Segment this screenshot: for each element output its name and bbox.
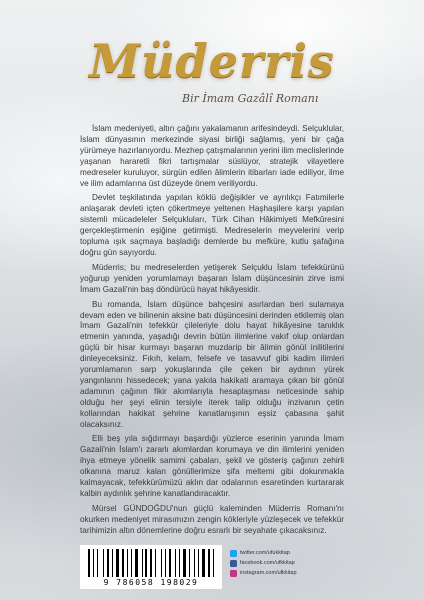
- barcode-bar: [133, 549, 134, 577]
- barcode-bar: [161, 549, 162, 577]
- social-link-twitter[interactable]: [230, 548, 350, 558]
- book-title: Müderris: [89, 34, 335, 88]
- barcode-bar: [165, 549, 166, 577]
- blurb-paragraph: Mürsel GÜNDOĞDU'nun güçlü kaleminden Müderris Romanı'nı okurken medeniyet mirasımızın zengin kökleriyle yüzleşecek ve tefekkür tarihimizin altın dönemlerine doğru esrarlı bir seyahate çıkacaksınız.: [80, 503, 344, 535]
- barcode-bar: [148, 549, 149, 577]
- barcode-bar: [125, 549, 126, 577]
- barcode-bar: [142, 549, 143, 577]
- barcode-bar: [167, 549, 168, 577]
- barcode-bar: [177, 549, 178, 577]
- barcode-bar: [139, 549, 141, 577]
- barcode-bar: [211, 549, 213, 577]
- barcode-bar: [144, 549, 145, 577]
- barcode-bar: [99, 549, 102, 577]
- barcode-bar: [120, 549, 121, 577]
- barcode-bar: [97, 549, 98, 577]
- barcode-bar: [135, 549, 138, 577]
- barcode-bar: [93, 549, 94, 577]
- instagram-icon: [230, 570, 237, 577]
- barcode-bar: [155, 549, 156, 577]
- barcode-bar: [198, 549, 199, 577]
- barcode-bar: [179, 549, 181, 577]
- blurb-text: [80, 124, 344, 541]
- isbn-number: 9 786058 198029: [103, 578, 199, 587]
- barcode-bar: [183, 549, 186, 577]
- barcode-bar: [200, 549, 201, 577]
- twitter-icon: [230, 550, 237, 557]
- barcode-bar: [116, 549, 119, 577]
- barcode-bar: [169, 549, 171, 577]
- barcode-bar: [103, 549, 104, 577]
- barcode-bar: [162, 549, 164, 577]
- barcode-bar: [95, 549, 97, 577]
- social-links: [230, 548, 350, 578]
- barcode-bar: [127, 549, 128, 577]
- barcode-bar: [150, 549, 152, 577]
- barcode-bar: [110, 549, 112, 577]
- facebook-icon: [230, 560, 237, 567]
- barcode-bar: [181, 549, 182, 577]
- barcode-bar: [88, 549, 90, 577]
- barcode-bar: [206, 549, 207, 577]
- social-link-label: twitter.com/ufukkitap: [240, 550, 290, 556]
- barcode-bar: [91, 549, 92, 577]
- blurb-paragraph: Bu romanda, İslam düşünce bahçesini asırlardan beri sulamaya devam eden ve bilinenin aksine batı düşüncesini derinden etkilemiş olan İmam Gazali'nin tefekkür çileleriyle dolu hayat hikâyesine tanıklık etmenin yanında, yaşadığı devrin bütün ilimlerine vakıf olup onlardan güçlü bir hisar kurmayı başaran muzdarip bir âlimin gönül inilitilerini dinleyeceksiniz. Fıkıh, kelam, felsefe ve tasavvuf gibi kadim ilimleri yorumlamanın sarp yokuşlarında çile çeken bir aydının yürek yangınlarını hissedecek; yana yakıla hakikati aramaya çıkan bir gönül adamının çağının fikir akımlarıyla hesaplaşması neticesinde sahip olduğu her şeyi elinin tersiyle iterek talip olduğu inzivanın çetin kollarından hakikat şehrine kanatlanışının eşsiz çabasına şahit olacaksınız.: [80, 299, 344, 429]
- barcode-bar: [213, 549, 214, 577]
- barcode-bar: [195, 549, 197, 577]
- barcode-bar: [194, 549, 195, 577]
- blurb-paragraph: Müderris; bu medreselerden yetişerek Selçuklu İslam tefekkürünü yoğurup yeniden yorumlamayı başaran İslam düşüncesinin zirve ismi İmam Gazali'nin baş döndürücü hayat hikâyesidir.: [80, 262, 344, 294]
- barcode-bar: [153, 549, 154, 577]
- barcode-bar: [191, 549, 193, 577]
- barcode-bar: [112, 549, 113, 577]
- barcode-bar: [202, 549, 205, 577]
- barcode-bars: [88, 549, 214, 577]
- barcode-bar: [145, 549, 147, 577]
- barcode-bar: [172, 549, 174, 577]
- barcode-bar: [208, 549, 210, 577]
- barcode-bar: [157, 549, 160, 577]
- barcode-bar: [122, 549, 124, 577]
- barcode-bar: [189, 549, 190, 577]
- barcode-bar: [175, 549, 176, 577]
- barcode-bar: [129, 549, 131, 577]
- book-subtitle: Bir İmam Gazâlî Romanı: [182, 92, 319, 105]
- social-link-instagram[interactable]: [230, 568, 350, 578]
- barcode-bar: [105, 549, 106, 577]
- barcode-bar: [107, 549, 109, 577]
- barcode-bar: [114, 549, 115, 577]
- blurb-paragraph: Elli beş yıla sığdırmayı başardığı yüzlerce eserinin yanında İmam Gazali'nin İslam'ı zararlı akımlardan korumaya ve din ilimlerini yeniden ihya etmeye yönelik samimi çabaları, şekil ve gösteriş çağının zehirli olkanına maruz kalan gönüllerimize şifa meltemi gibi dokunmakla kalmayacak, tefekkürümüzü aklın dar odalarının esaretinden kurtararak kalbin aydınlık şehrine kanatlandıracaktır.: [80, 434, 344, 498]
- barcode-bar: [131, 549, 132, 577]
- blurb-paragraph: Devlet teşkilatında yapılan köklü değişikler ve ayrılıkçı Fatımilerle anlaşarak devleti içten çökertmeye yeltenen Haşhaşilere karşı yapılan sistemli mücadeleler Selçukluları, Türk Cihan Hâkimiyeti Mefkûresini gerçekleştirmenin eşiğine getirmişti. Medreselerin meyvelerini verip topluma ışık saçmaya başladığı demlerde bu mefküre, kutlu şafağına doğru gün sayıyordu.: [80, 193, 344, 257]
- social-link-label: instagram.com/ufkkitap: [240, 570, 297, 576]
- isbn-barcode: [80, 545, 222, 589]
- social-link-facebook[interactable]: [230, 558, 350, 568]
- social-link-label: facebook.com/ufkkitap: [240, 560, 295, 566]
- barcode-bar: [187, 549, 188, 577]
- blurb-paragraph: İslam medeniyeti, altın çağını yakalamanın arifesindeydi. Selçuklular, İslam dünyasının merkezinde siyasi birliği sağlamış, yeni bir çağa yürümeye hazırlanıyordu. Mezhep çatışmalarının yerini ilim meclislerinde yaşanan hararetli fikri tartışmalar süslüyor, stratejik vilayetlere medreseler kuruluyor, sürgün edilen âlimlerin itibarları iade ediliyor, ilme ve ilim adamlarına üst düzeyde önem veriliyordu.: [80, 124, 344, 188]
